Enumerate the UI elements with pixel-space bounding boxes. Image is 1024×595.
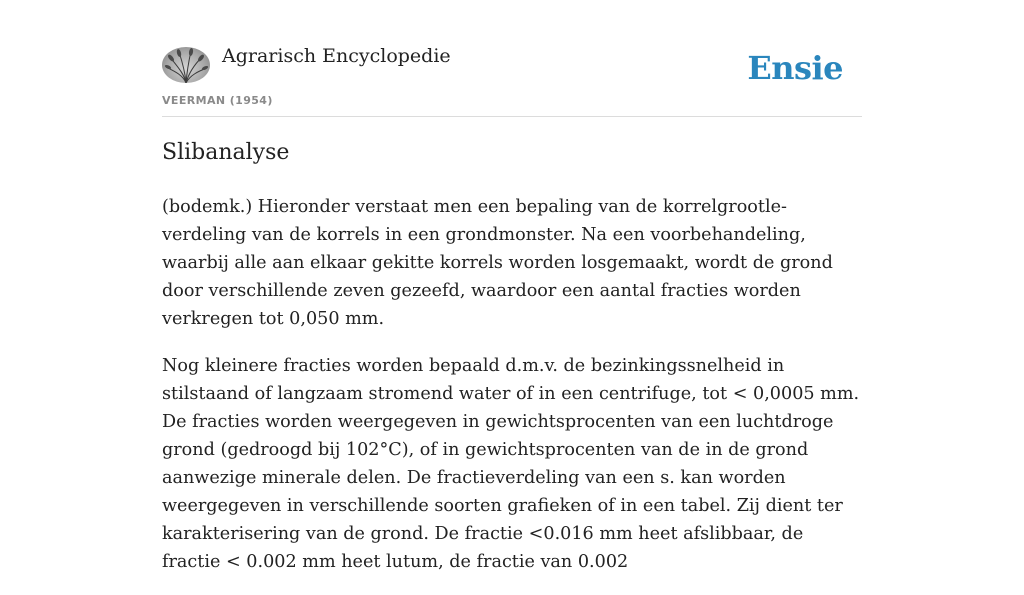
body-paragraph-2: Nog kleinere fracties worden bepaald d.m.v. de bezinkingssnelheid in stilstaand of langzaam stromend water of in een centrifuge, tot < 0,0005 mm. De fracties worden weergegeven in gewichtsprocenten van een luchtdroge grond (gedroogd bij 102°C), of in gewichtsprocenten van de in de grond aanwezige minerale delen. De fractieverdeling van een s. kan worden weergegeven in verschillende soorten grafieken of in een tabel. Zij dient ter karakterisering van de grond. De fractie <0.016 mm heet afslibbaar, de fractie < 0.002 mm heet lutum, de fractie van 0.002 xyxy=(162,356,860,572)
body-paragraph-1: (bodemk.) Hieronder verstaat men een bepaling van de korrelgrootle-verdeling van de korrels in een grondmonster. Na een voorbehandeling, waarbij alle aan elkaar gekitte korrels worden losgemaakt, wordt de grond door verschillende zeven gezeefd, waardoor een aantal fracties worden verkregen tot 0,050 mm. xyxy=(162,197,833,329)
source-title[interactable]: Agrarisch Encyclopedie xyxy=(222,45,451,67)
entry-body xyxy=(162,193,866,595)
source-author-year: VEERMAN (1954) xyxy=(162,94,273,107)
entry-title: Slibanalyse xyxy=(162,140,290,165)
wheat-logo-icon[interactable] xyxy=(162,47,210,83)
source-header xyxy=(162,0,862,117)
article-page xyxy=(162,0,862,572)
brand-logo-link[interactable]: Ensie xyxy=(747,49,843,87)
